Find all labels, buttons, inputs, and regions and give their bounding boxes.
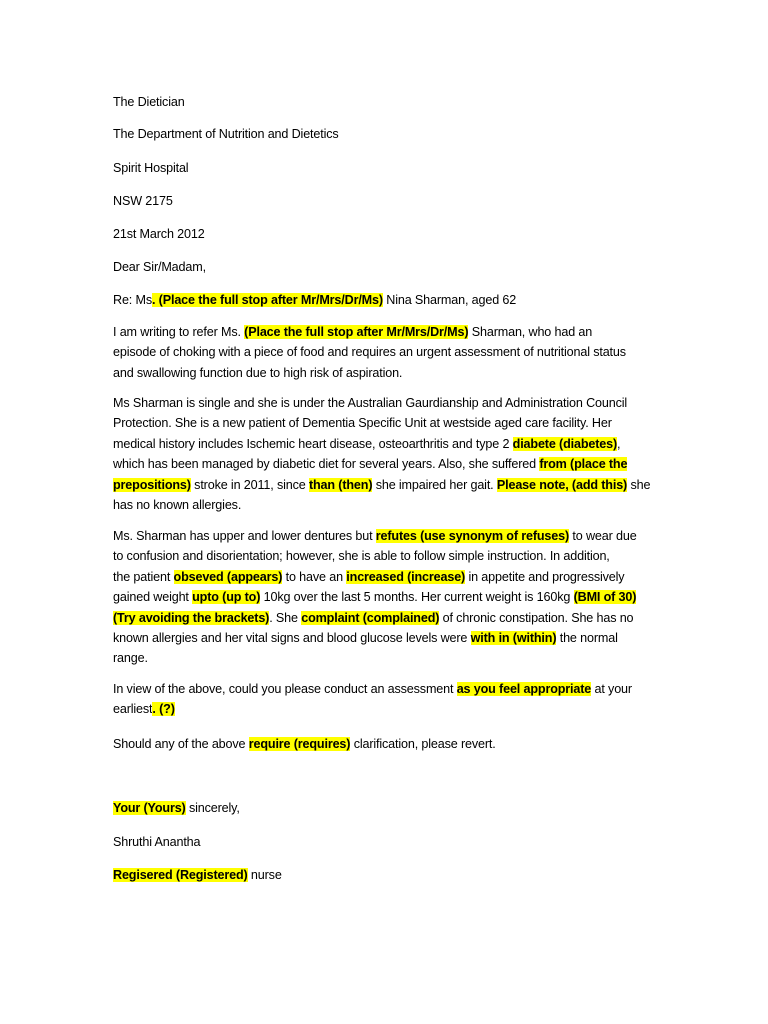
highlight-note: prepositions) [113,477,191,492]
highlight-note: (BMI of 30) [573,590,637,605]
paragraph-line: range. [113,651,148,666]
highlight-note: refutes (use synonym of refuses) [375,529,570,543]
text-span: clarification, please revert. [350,737,496,751]
text-span: sincerely, [185,801,240,815]
text-span: Sharman, who had an [468,325,593,339]
paragraph-line [113,322,658,342]
recipient-hospital: Spirit Hospital [113,161,189,175]
recipient-department: The Department of Nutrition and Dietetics [113,127,339,141]
highlight-note: require (requires) [248,737,351,751]
re-line [113,290,516,310]
highlight-note: with in (within) [470,631,557,646]
text-span: she impaired her gait. [372,477,497,492]
text-span: the normal [556,631,618,646]
re-line-suffix: Nina Sharman, aged 62 [382,293,517,307]
paragraph-line [113,526,658,546]
paragraph-line: and swallowing function due to high risk of aspiration. [113,365,403,380]
paragraph-referral [113,322,658,383]
text-span: to wear due [569,529,637,543]
highlight-note: Please note, (add this) [496,477,628,492]
text-span: at your [591,682,632,696]
text-span: in appetite and progressively [465,569,625,584]
signature-name: Shruthi Anantha [113,835,201,849]
text-span: medical history includes Ischemic heart disease, osteoarthritis and type 2 [113,436,513,451]
paragraph-request [113,679,658,720]
text-span: which has been managed by diabetic diet for several years. Also, she suffered [113,457,540,472]
paragraph-line: to confusion and disorientation; however, she is able to follow simple instruction. In addition, [113,549,610,564]
paragraph-history [113,393,658,515]
paragraph-condition [113,526,658,669]
text-span: Ms. Sharman has upper and lower dentures but [113,529,376,543]
highlight-note: . (?) [152,702,175,717]
recipient-postcode: NSW 2175 [113,194,173,208]
closing [113,798,240,818]
highlight-note: obseved (appears) [173,569,283,584]
paragraph-line [113,679,658,699]
paragraph-line: episode of choking with a piece of food and requires an urgent assessment of nutritional status [113,345,626,360]
text-span: I am writing to refer Ms. [113,325,245,339]
text-span: she [627,477,651,492]
highlight-note: Your (Yours) [113,801,186,815]
text-span: of chronic constipation. She has no [439,610,634,625]
paragraph-line: has no known allergies. [113,498,242,513]
highlight-note: Regisered (Registered) [113,868,248,882]
highlight-note: diabete (diabetes) [512,436,618,451]
paragraph-clarification [113,734,496,754]
paragraph-line [113,699,658,719]
text-span: Should any of the above [113,737,249,751]
salutation: Dear Sir/Madam, [113,260,206,274]
text-span: known allergies and her vital signs and blood glucose levels were [113,631,471,646]
text-span: gained weight [113,590,193,605]
text-span: In view of the above, could you please conduct an assessment [113,682,457,696]
paragraph-line [113,475,658,495]
re-line-prefix: Re: Ms [113,293,152,307]
highlight-note: as you feel appropriate [456,682,592,696]
paragraph-line [113,454,658,474]
recipient-title: The Dietician [113,95,185,109]
text-span: earliest [113,702,153,717]
highlight-note: than (then) [308,477,373,492]
text-span: , [617,436,621,451]
text-span: stroke in 2011, since [190,477,309,492]
paragraph-line [113,608,658,628]
text-span: . She [269,610,302,625]
text-span: nurse [247,868,282,882]
paragraph-line [113,434,658,454]
paragraph-line [113,628,658,648]
signature-role [113,865,282,885]
highlight-note: (Try avoiding the brackets) [113,610,270,625]
highlight-note: increased (increase) [346,569,466,584]
paragraph-line [113,567,658,587]
paragraph-line: Protection. She is a new patient of Dementia Specific Unit at westside aged care facility. Her [113,416,612,431]
highlight-note: upto (up to) [192,590,261,605]
highlight-note: from (place the [539,457,628,472]
text-span: the patient [113,569,174,584]
letter-date: 21st March 2012 [113,227,205,241]
paragraph-line: Ms Sharman is single and she is under the Australian Gaurdianship and Administration Council [113,396,628,410]
text-span: 10kg over the last 5 months. Her current weight is 160kg [260,590,574,605]
highlight-note: complaint (complained) [301,610,440,625]
text-span: to have an [282,569,347,584]
highlight-note: (Place the full stop after Mr/Mrs/Dr/Ms) [244,325,469,339]
paragraph-line [113,587,658,607]
re-line-note: . (Place the full stop after Mr/Mrs/Dr/Ms) [151,293,383,307]
